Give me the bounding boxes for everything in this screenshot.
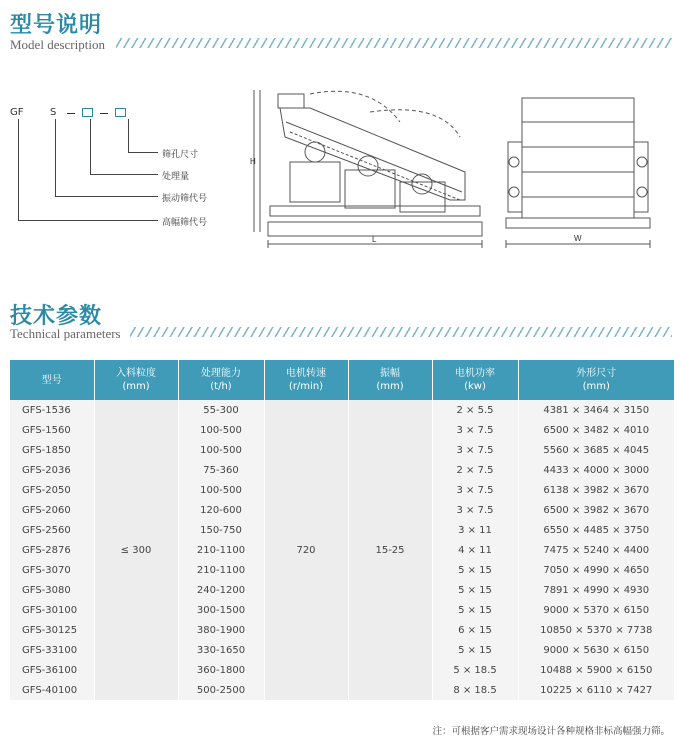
cell-model: GFS-2050 [10, 480, 94, 500]
code-dash [100, 113, 108, 114]
cell-model: GFS-2876 [10, 540, 94, 560]
cell-capacity: 120-600 [178, 500, 264, 520]
header-unit: (kw) [464, 381, 486, 392]
legend-high-amplitude: 高幅筛代号 [162, 218, 208, 228]
cell-model: GFS-2060 [10, 500, 94, 520]
side-view-drawing [250, 82, 495, 254]
cell-dimensions: 9000 × 5370 × 6150 [518, 600, 674, 620]
cell-dimensions: 5560 × 3685 × 4045 [518, 440, 674, 460]
header-unit: (r/min) [288, 381, 324, 392]
capacity-box [82, 108, 93, 117]
cell-power: 3 × 7.5 [432, 420, 518, 440]
cell-power: 5 × 18.5 [432, 660, 518, 680]
legend-aperture: 筛孔尺寸 [162, 150, 199, 160]
cell-capacity: 330-1650 [178, 640, 264, 660]
cell-dimensions: 4433 × 4000 × 3000 [518, 460, 674, 480]
cell-capacity: 500-2500 [178, 680, 264, 700]
header-amplitude [348, 360, 432, 400]
model-section-subtitle: Model description [10, 37, 105, 52]
header-label: 外形尺寸 [576, 368, 617, 379]
cell-dimensions: 7475 × 5240 × 4400 [518, 540, 674, 560]
cell-power: 5 × 15 [432, 560, 518, 580]
cell-dimensions: 6138 × 3982 × 3670 [518, 480, 674, 500]
cell-capacity: 75-360 [178, 460, 264, 480]
cell-capacity: 300-1500 [178, 600, 264, 620]
cell-dimensions: 4381 × 3464 × 3150 [518, 400, 674, 420]
cell-motor-speed: 720 [264, 400, 348, 700]
header-unit: (mm) [122, 381, 150, 392]
cell-power: 3 × 7.5 [432, 440, 518, 460]
cell-power: 5 × 15 [432, 580, 518, 600]
cell-amplitude: 15-25 [348, 400, 432, 700]
cell-dimensions: 10488 × 5900 × 6150 [518, 660, 674, 680]
cell-dimensions: 9000 × 5630 × 6150 [518, 640, 674, 660]
cell-capacity: 55-300 [178, 400, 264, 420]
cell-model: GFS-2036 [10, 460, 94, 480]
cell-capacity: 150-750 [178, 520, 264, 540]
legend-vibrating-screen: 振动筛代号 [162, 194, 208, 204]
cell-feed-size: ≤ 300 [94, 400, 178, 700]
cell-dimensions: 7891 × 4990 × 4930 [518, 580, 674, 600]
cell-model: GFS-3080 [10, 580, 94, 600]
cell-model: GFS-33100 [10, 640, 94, 660]
cell-dimensions: 6550 × 4485 × 3750 [518, 520, 674, 540]
tech-section-title: 技术参数 [10, 304, 103, 329]
cell-dimensions: 6500 × 3982 × 3670 [518, 500, 674, 520]
cell-capacity: 100-500 [178, 440, 264, 460]
cell-capacity: 240-1200 [178, 580, 264, 600]
cell-model: GFS-36100 [10, 660, 94, 680]
cell-power: 2 × 5.5 [432, 400, 518, 420]
code-dash [67, 113, 75, 114]
code-type: S [50, 107, 57, 118]
cell-model: GFS-30125 [10, 620, 94, 640]
header-label: 处理能力 [201, 368, 241, 379]
cell-power: 3 × 11 [432, 520, 518, 540]
cell-power: 3 × 7.5 [432, 500, 518, 520]
height-label: H [250, 157, 256, 166]
cell-power: 3 × 7.5 [432, 480, 518, 500]
cell-power: 6 × 15 [432, 620, 518, 640]
legend-capacity: 处理量 [162, 172, 190, 182]
parameters-table [10, 360, 674, 700]
cell-dimensions: 7050 × 4990 × 4650 [518, 560, 674, 580]
cell-power: 4 × 11 [432, 540, 518, 560]
header-feed-size [94, 360, 178, 400]
cell-dimensions: 10225 × 6110 × 7427 [518, 680, 674, 700]
cell-power: 5 × 15 [432, 640, 518, 660]
header-motor-power [432, 360, 518, 400]
front-view-drawing [498, 92, 658, 254]
cell-model: GFS-30100 [10, 600, 94, 620]
cell-power: 8 × 18.5 [432, 680, 518, 700]
cell-capacity: 210-1100 [178, 540, 264, 560]
header-dimensions [518, 360, 674, 400]
cell-model: GFS-3070 [10, 560, 94, 580]
header-label: 电机转速 [286, 368, 326, 379]
decorative-hatch [130, 327, 672, 337]
header-label: 电机功率 [455, 368, 495, 379]
width-label: W [574, 234, 582, 243]
cell-model: GFS-2560 [10, 520, 94, 540]
table-header-row [10, 360, 674, 400]
cell-power: 5 × 15 [432, 600, 518, 620]
model-section-title: 型号说明 [10, 13, 103, 38]
aperture-box [115, 108, 126, 117]
table-body [10, 400, 674, 700]
header-model [10, 360, 94, 400]
cell-capacity: 360-1800 [178, 660, 264, 680]
header-motor-speed [264, 360, 348, 400]
cell-capacity: 210-1100 [178, 560, 264, 580]
table-row [10, 400, 674, 420]
cell-model: GFS-40100 [10, 680, 94, 700]
cell-capacity: 380-1900 [178, 620, 264, 640]
code-prefix: GF [10, 107, 24, 118]
length-label: L [372, 235, 377, 244]
cell-capacity: 100-500 [178, 420, 264, 440]
cell-model: GFS-1536 [10, 400, 94, 420]
decorative-hatch [116, 38, 672, 48]
cell-capacity: 100-500 [178, 480, 264, 500]
cell-power: 2 × 7.5 [432, 460, 518, 480]
header-capacity [178, 360, 264, 400]
legend-line [18, 119, 158, 221]
header-label: 型号 [41, 374, 62, 386]
header-label: 振幅 [380, 368, 400, 379]
cell-dimensions: 10850 × 5370 × 7738 [518, 620, 674, 640]
header-unit: (mm) [376, 381, 404, 392]
header-unit: (mm) [582, 381, 610, 392]
header-label: 入料粒度 [116, 368, 156, 379]
cell-dimensions: 6500 × 3482 × 4010 [518, 420, 674, 440]
footnote: 注：可根据客户需求现场设计各种规格非标高幅强力筛。 [432, 726, 670, 737]
cell-model: GFS-1850 [10, 440, 94, 460]
tech-section-subtitle: Technical parameters [10, 326, 121, 341]
header-unit: (t/h) [210, 381, 232, 392]
cell-model: GFS-1560 [10, 420, 94, 440]
